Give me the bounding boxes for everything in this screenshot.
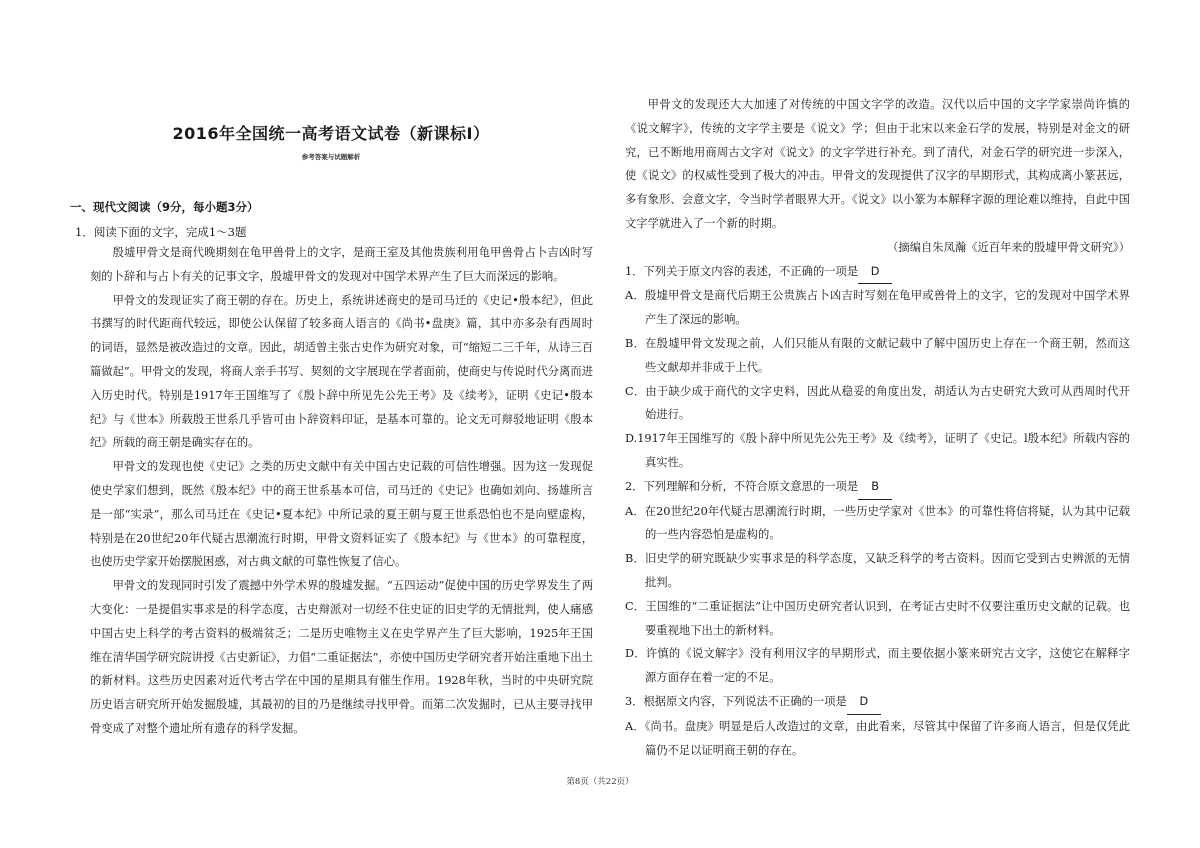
section-heading: 一、现代文阅读（9分，每小题3分） [70, 200, 259, 214]
option-item: A．《尚书。盘庚》明显是后人改造过的文章，由此看来，尽管其中保留了许多商人语言，但是仅凭此篇仍不足以证明商王朝的存在。 [625, 719, 1130, 757]
question-text: 3．根据原文内容，下列说法不正确的一项是 [625, 694, 847, 708]
passage-source: （摘编自朱凤瀚《近百年来的殷墟甲骨文研究》） [887, 240, 1130, 254]
passage-left [90, 241, 593, 741]
passage-paragraph: 甲骨文的发现也使《史记》之类的历史文献中有关中国古史记载的可信性增强。因为这一发现促使史学家们想到，既然《殷本纪》中的商王世系基本可信，司马迁的《史记》也确如刘向、扬雄所言是一部“实录”，那么司马迁在《史记•夏本纪》中所记录的夏王朝与夏王世系恐怕也不是向壁虚构，特别是在20世纪20年代疑古思潮流行时期，甲骨文资料证实了《殷本纪》与《世本》的可靠程度，也使历史学家开始摆脱困惑，对古典文献的可靠性恢复了信心。 [90, 460, 593, 569]
page-footer: 第8页（共22页） [566, 777, 634, 787]
passage-paragraph: 甲骨文的发现同时引发了震撼中外学术界的殷墟发掘。“五四运动”促使中国的历史学界发生了两大变化：一是提倡实事求是的科学态度，古史辩派对一切经不住史证的旧史学的无情批判，使人痛感中国古史上科学的考古资料的极端贫乏；二是历史唯物主义在史学界产生了巨大影响，1925年王国维在清华国学研究院讲授《古史新证》，力倡“二重证据法”，亦使中国历史学研究者开始注重地下出土的新材料。这些历史因素对近代考古学在中国的星期具有催生作用。1928年秋，当时的中央研究院历史语言研究所开始发掘殷墟，其最初的目的乃是继续寻找甲骨。而第二次发掘时，已从主要寻找甲骨变成了对整个遗址所有遗存的科学发掘。 [90, 579, 593, 735]
answer-blank: D [847, 690, 881, 715]
option-item: A．殷墟甲骨文是商代后期王公贵族占卜凶吉时写刻在龟甲或兽骨上的文字，它的发现对中国学术界产生了深远的影响。 [625, 289, 1130, 327]
passage-paragraph: 殷墟甲骨文是商代晚期刻在龟甲兽骨上的文字，是商王室及其他贵族利用龟甲兽骨占卜吉凶时写刻的卜辞和与占卜有关的记事文字，殷墟甲骨文的发现对中国学术界产生了巨大而深远的影响。 [90, 246, 593, 283]
question-stem [625, 475, 1130, 500]
page-title: 2016年全国统一高考语文试卷（新课标Ⅰ） [172, 124, 490, 143]
question-stem [625, 690, 1130, 715]
option-item: C．由于缺少成于商代的文字史料，因此从稳妥的角度出发，胡适认为古史研究大致可从西周时代开始进行。 [625, 384, 1130, 422]
question-stem [625, 260, 1130, 285]
passage-right [625, 93, 1130, 762]
question-text: 1．下列关于原文内容的表述，不正确的一项是 [625, 264, 859, 278]
page-subtitle: 参考答案与试题解析 [301, 153, 361, 161]
option-item: B．在殷墟甲骨文发现之前，人们只能从有限的文献记载中了解中国历史上存在一个商王朝，然而这些文献却并非成于上代。 [625, 336, 1130, 374]
question-text: 2．下列理解和分析，不符合原文意思的一项是 [625, 479, 859, 493]
answer-blank: D [858, 260, 892, 285]
passage-paragraph: 甲骨文的发现还大大加速了对传统的中国文字学的改造。汉代以后中国的文字学家崇尚许慎的《说文解字》，传统的文字学主要是《说文》学；但由于北宋以来金石学的发展，特别是对金文的研究，已不断地用商周古文字对《说文》的文字学进行补充。到了清代，对金石学的研究进一步深入，使《说文》的权威性受到了极大的冲击。甲骨文的发现提供了汉字的早期形式，其构成离小篆甚远，多有象形、会意文字，令当时学者眼界大开。《说文》以小篆为本解释字源的理论难以维持，自此中国文字学就进入了一个新的时期。 [625, 98, 1130, 230]
passage-paragraph: 甲骨文的发现证实了商王朝的存在。历史上，系统讲述商史的是司马迁的《史记•殷本纪》，但此书撰写的时代距商代较远，即使公认保留了较多商人语言的《尚书•盘庚》篇，其中亦多杂有西周时的词语，显然是被改造过的文章。因此，胡适曾主张古史作为研究对象，可“缩短二三千年，从诗三百篇做起”。甲骨文的发现，将商人亲手书写、契刻的文字展现在学者面前，使商史与传说时代分离而进入历史时代。特别是1917年王国维写了《殷卜辞中所见先公先王考》及《续考》，证明《史记•殷本纪》与《世本》所载殷王世系几乎皆可由卜辞资料印证，是基本可靠的。论文无可辩驳地证明《殷本纪》所载的商王朝是确实存在的。 [90, 293, 593, 450]
option-item: D.1917年王国维写的《殷卜辞中所见先公先王考》及《续考》，证明了《史记。l殷本纪》所载内容的真实性。 [625, 432, 1130, 469]
option-item: D．许慎的《说文解字》没有利用汉字的早期形式，而主要依据小篆来研究古文字，这使它在解释字源方面存在着一定的不足。 [625, 647, 1130, 685]
option-item: C．王国维的“二重证据法”让中国历史研究者认识到，在考证古史时不仅要注重历史文献的记载。也要重视地下出土的新材料。 [625, 599, 1130, 637]
option-item: B．旧史学的研究既缺少实事求是的科学态度，又缺乏科学的考古资料。因而它受到古史辨派的无情批判。 [625, 552, 1130, 589]
answer-blank: B [858, 475, 892, 500]
option-item: A．在20世纪20年代疑古思潮流行时期，一些历史学家对《世本》的可靠性将信将疑，认为其中记载的一些内容恐怕是虚构的。 [625, 504, 1130, 542]
question-intro: 1．阅读下面的文字，完成1～3题 [75, 225, 247, 239]
